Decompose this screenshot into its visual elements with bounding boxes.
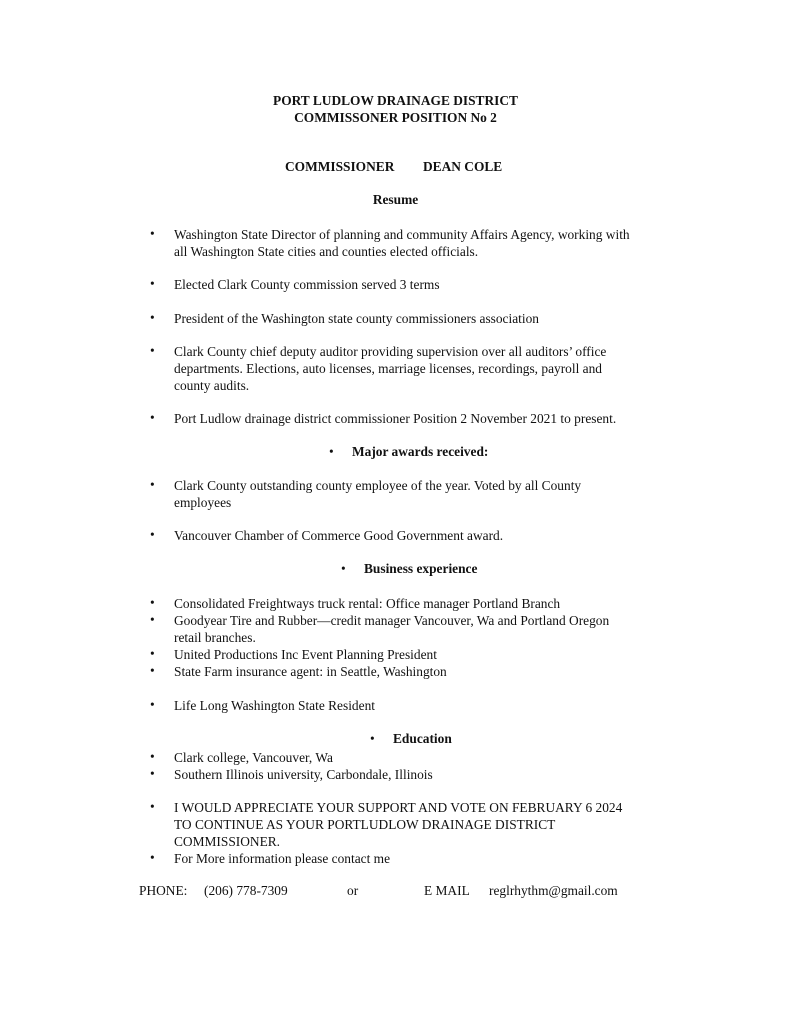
bullet-icon: • [370, 731, 375, 746]
email-address[interactable]: reglrhythm@gmail.com [489, 883, 618, 898]
award-item [174, 527, 674, 544]
resume-item-line: departments. Elections, auto licenses, marriage licenses, recordings, payroll and [174, 361, 602, 376]
bullet-icon: • [150, 226, 155, 241]
bullet-icon: • [329, 444, 334, 459]
resume-item-line: President of the Washington state county commissioners association [174, 311, 539, 326]
bullet-icon: • [150, 343, 155, 358]
appeal-line: COMMISSIONER. [174, 834, 281, 849]
bullet-icon: • [150, 749, 155, 764]
award-item-line: Vancouver Chamber of Commerce Good Government award. [174, 528, 504, 543]
business-item-line: United Productions Inc Event Planning President [174, 647, 437, 662]
phone-label: PHONE: [139, 883, 188, 898]
resume-item-line: all Washington State cities and counties elected officials. [174, 244, 479, 259]
award-item-line: Clark County outstanding county employee of the year. Voted by all County [174, 478, 582, 493]
resident-item: Life Long Washington State Resident [174, 698, 375, 713]
contact-item: For More information please contact me [174, 851, 391, 866]
bullet-icon: • [341, 561, 346, 576]
or-text: or [347, 883, 359, 898]
education-item: Clark college, Vancouver, Wa [174, 750, 333, 765]
business-item [174, 663, 674, 680]
award-item-line: employees [174, 495, 232, 510]
bullet-icon: • [150, 850, 155, 865]
appeal-line: I WOULD APPRECIATE YOUR SUPPORT AND VOTE ON FEBRUARY 6 2024 [174, 800, 623, 815]
resume-item-line: county audits. [174, 378, 250, 393]
bullet-icon: • [150, 527, 155, 542]
resume-item-line: Port Ludlow drainage district commissioner Position 2 November 2021 to present. [174, 411, 617, 426]
bullet-icon: • [150, 310, 155, 325]
education-item: Southern Illinois university, Carbondale, Illinois [174, 767, 433, 782]
title-line-2: COMMISSONER POSITION No 2 [294, 110, 497, 125]
education-heading: Education [393, 731, 452, 746]
appeal-line: TO CONTINUE AS YOUR PORTLUDLOW DRAINAGE DISTRICT [174, 817, 556, 832]
resume-item [174, 410, 694, 427]
resume-item-line: Elected Clark County commission served 3 terms [174, 277, 440, 292]
commissioner-label: COMMISSIONER [285, 159, 395, 174]
resume-item-line: Clark County chief deputy auditor providing supervision over all auditors’ office [174, 344, 607, 359]
email-label: E MAIL [424, 883, 470, 898]
business-item [174, 612, 674, 646]
title-line-1: PORT LUDLOW DRAINAGE DISTRICT [273, 93, 518, 108]
appeal-item [174, 799, 674, 850]
resume-item [174, 276, 674, 293]
bullet-icon: • [150, 697, 155, 712]
bullet-icon: • [150, 477, 155, 492]
business-item [174, 595, 674, 612]
business-heading: Business experience [364, 561, 478, 576]
bullet-icon: • [150, 410, 155, 425]
resume-item-line: Washington State Director of planning and community Affairs Agency, working with [174, 227, 630, 242]
bullet-icon: • [150, 276, 155, 291]
bullet-icon: • [150, 612, 155, 627]
bullet-icon: • [150, 799, 155, 814]
award-item [174, 477, 674, 511]
business-item [174, 646, 674, 663]
bullet-icon: • [150, 595, 155, 610]
resume-item [174, 226, 674, 260]
bullet-icon: • [150, 646, 155, 661]
resume-item [174, 310, 674, 327]
business-item-line: State Farm insurance agent: in Seattle, Washington [174, 664, 447, 679]
bullet-icon: • [150, 663, 155, 678]
commissioner-name: DEAN COLE [423, 159, 503, 174]
phone-number: (206) 778-7309 [204, 883, 288, 898]
bullet-icon: • [150, 766, 155, 781]
business-item-line: retail branches. [174, 630, 256, 645]
business-item-line: Consolidated Freightways truck rental: Office manager Portland Branch [174, 596, 561, 611]
resume-heading: Resume [372, 192, 419, 207]
resume-item [174, 343, 674, 394]
awards-heading: Major awards received: [352, 444, 489, 459]
business-item-line: Goodyear Tire and Rubber—credit manager Vancouver, Wa and Portland Oregon [174, 613, 610, 628]
